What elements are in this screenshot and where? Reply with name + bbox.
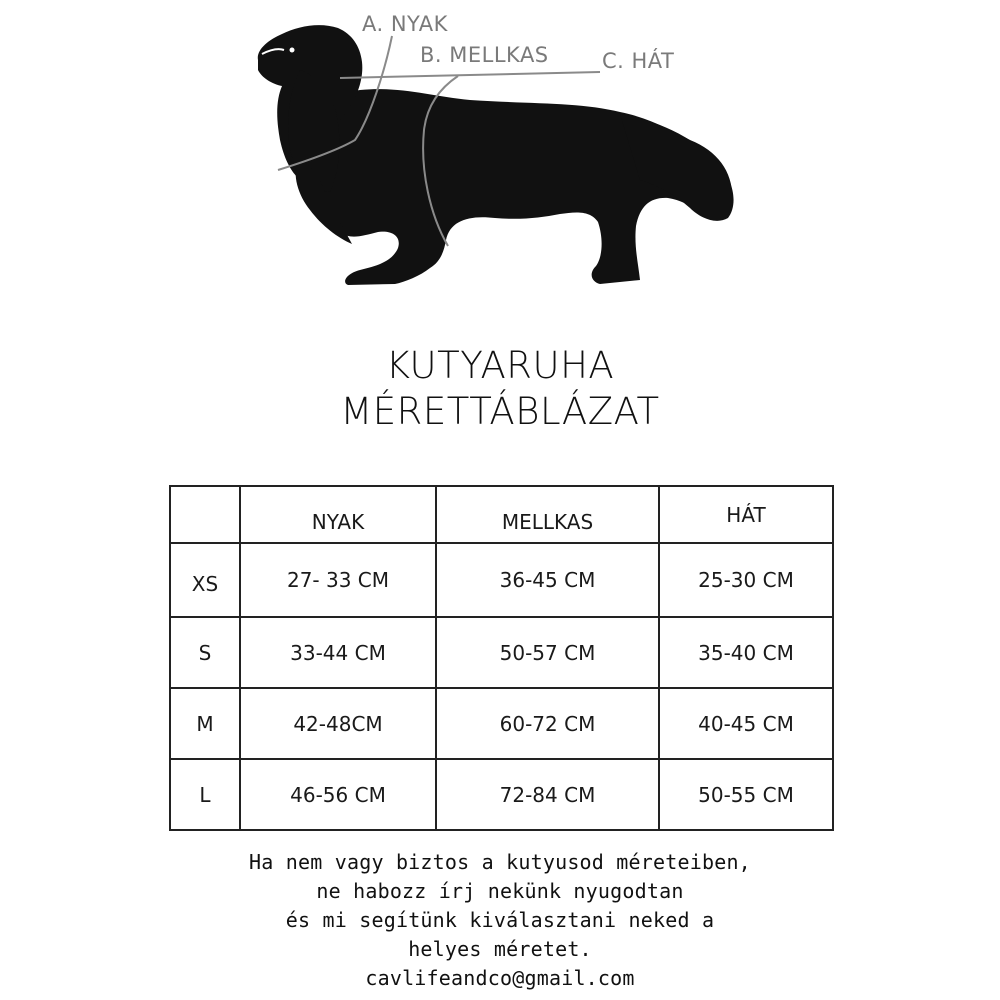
note-line: ne habozz írj nekünk nyugodtan (316, 879, 684, 903)
neck-value: 27- 33 CM (240, 543, 436, 617)
back-measure-label: C. HÁT (602, 49, 675, 73)
back-value: 35-40 CM (659, 617, 833, 688)
contact-note (0, 848, 1000, 993)
neck-measure-label: A. NYAK (362, 12, 448, 36)
size-label: S (170, 617, 240, 688)
header-neck: NYAK (240, 486, 436, 543)
back-value: 50-55 CM (659, 759, 833, 830)
page-title-line-1: KUTYARUHA (385, 344, 615, 387)
size-chart-table (169, 485, 834, 831)
neck-value: 33-44 CM (240, 617, 436, 688)
chest-value: 36-45 CM (436, 543, 659, 617)
dog-measurement-diagram (0, 0, 1000, 310)
note-line: helyes méretet. (408, 937, 592, 961)
back-value: 40-45 CM (659, 688, 833, 759)
back-value: 25-30 CM (659, 543, 833, 617)
header-back: HÁT (659, 486, 833, 543)
neck-value: 46-56 CM (240, 759, 436, 830)
note-line: Ha nem vagy biztos a kutyusod méreteiben, (249, 850, 751, 874)
chest-value: 60-72 CM (436, 688, 659, 759)
table-row (170, 543, 833, 617)
table-row (170, 688, 833, 759)
table-row (170, 617, 833, 688)
chest-measure-label: B. MELLKAS (420, 43, 549, 67)
contact-email[interactable]: cavlifeandco@gmail.com (365, 966, 635, 990)
table-header-row (170, 486, 833, 543)
page-title-line-2: MÉRETTÁBLÁZAT (340, 390, 660, 433)
chest-value: 50-57 CM (436, 617, 659, 688)
header-chest: MELLKAS (436, 486, 659, 543)
table-row (170, 759, 833, 830)
size-label: M (170, 688, 240, 759)
size-label: XS (170, 543, 240, 617)
neck-value: 42-48CM (240, 688, 436, 759)
header-empty-cell (170, 486, 240, 543)
note-line: és mi segítünk kiválasztani neked a (285, 908, 715, 932)
size-label: L (170, 759, 240, 830)
chest-value: 72-84 CM (436, 759, 659, 830)
